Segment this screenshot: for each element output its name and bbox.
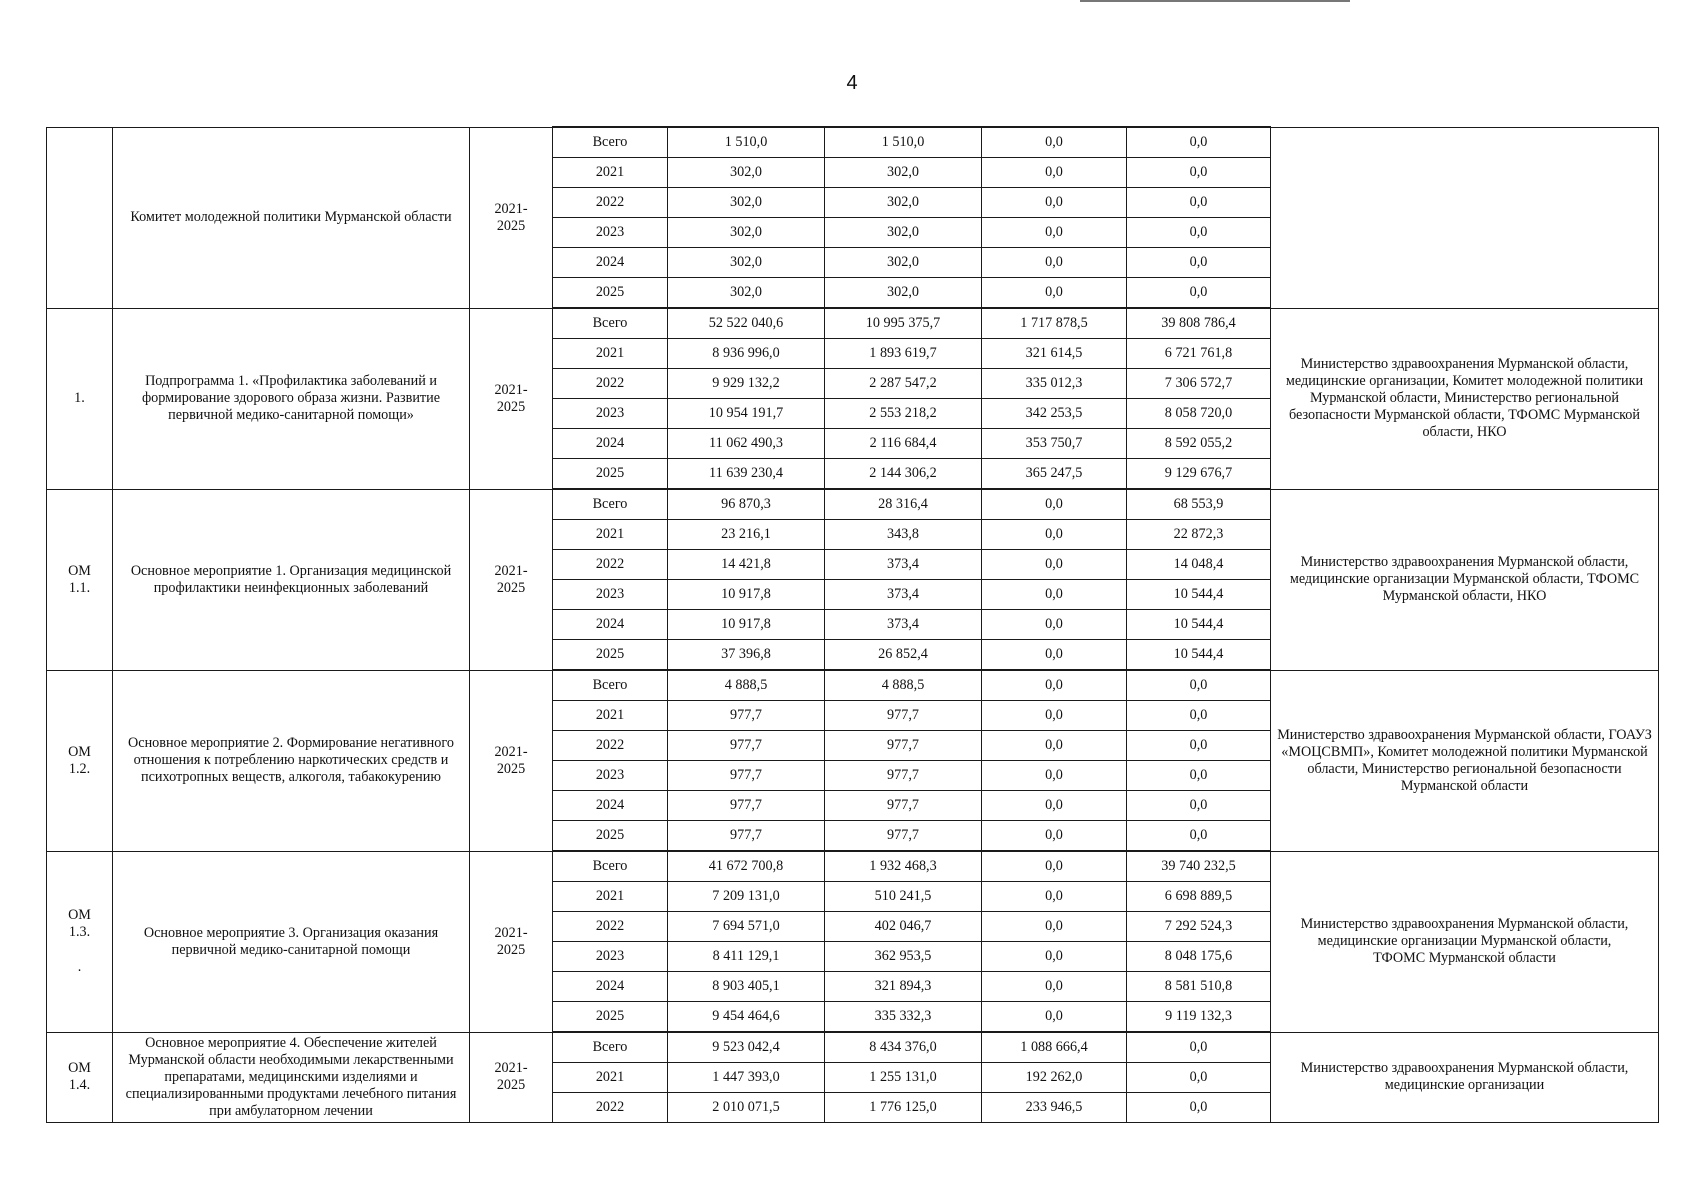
row-total: 10 917,8	[668, 580, 825, 610]
row-total: 8 411 129,1	[668, 942, 825, 972]
row-year: 2021	[553, 1063, 668, 1093]
row-other-sources: 8 048 175,6	[1127, 942, 1271, 972]
table-row	[47, 489, 1659, 520]
row-federal-budget: 0,0	[982, 188, 1127, 218]
row-year: 2023	[553, 399, 668, 429]
row-federal-budget: 0,0	[982, 791, 1127, 821]
row-regional-budget: 10 995 375,7	[825, 308, 982, 339]
row-regional-budget: 373,4	[825, 550, 982, 580]
row-year: 2024	[553, 610, 668, 640]
row-other-sources: 0,0	[1127, 761, 1271, 791]
row-total: 302,0	[668, 248, 825, 278]
row-federal-budget: 0,0	[982, 640, 1127, 671]
row-total: 96 870,3	[668, 489, 825, 520]
row-federal-budget: 0,0	[982, 489, 1127, 520]
row-other-sources: 7 292 524,3	[1127, 912, 1271, 942]
row-total: 4 888,5	[668, 670, 825, 701]
row-other-sources: 0,0	[1127, 791, 1271, 821]
section-name: Основное мероприятие 2. Формирование негативного отношения к потреблению наркотических средств и психотропных веществ, алкоголя, табакокурению	[113, 670, 470, 851]
section-name: Подпрограмма 1. «Профилактика заболеваний и формирование здорового образа жизни. Развитие первичной медико-санитарной помощи»	[113, 308, 470, 489]
row-federal-budget: 321 614,5	[982, 339, 1127, 369]
row-year: 2021	[553, 701, 668, 731]
row-other-sources: 10 544,4	[1127, 610, 1271, 640]
row-year: 2023	[553, 580, 668, 610]
row-regional-budget: 977,7	[825, 731, 982, 761]
row-federal-budget: 0,0	[982, 670, 1127, 701]
section-name: Комитет молодежной политики Мурманской области	[113, 127, 470, 308]
table-row	[47, 851, 1659, 882]
section-name: Основное мероприятие 4. Обеспечение жителей Мурманской области необходимыми лекарственными препаратами, медицинскими изделиями и специализированными продуктами лечебного питания при амбулаторном лечении	[113, 1032, 470, 1123]
section-executors: Министерство здравоохранения Мурманской области, медицинские организации Мурманской области, ТФОМС Мурманской области, НКО	[1271, 489, 1659, 670]
row-regional-budget: 8 434 376,0	[825, 1032, 982, 1063]
section-period: 2021- 2025	[470, 489, 553, 670]
row-other-sources: 7 306 572,7	[1127, 369, 1271, 399]
budget-table	[46, 126, 1659, 1123]
row-regional-budget: 362 953,5	[825, 942, 982, 972]
row-total: 8 936 996,0	[668, 339, 825, 369]
row-total: 977,7	[668, 821, 825, 852]
section-code	[47, 127, 113, 308]
row-regional-budget: 977,7	[825, 821, 982, 852]
row-year: 2023	[553, 761, 668, 791]
row-regional-budget: 28 316,4	[825, 489, 982, 520]
row-other-sources: 9 119 132,3	[1127, 1002, 1271, 1033]
row-other-sources: 68 553,9	[1127, 489, 1271, 520]
section-name: Основное мероприятие 3. Организация оказания первичной медико-санитарной помощи	[113, 851, 470, 1032]
row-other-sources: 0,0	[1127, 248, 1271, 278]
row-federal-budget: 0,0	[982, 127, 1127, 158]
section-name: Основное мероприятие 1. Организация медицинской профилактики неинфекционных заболеваний	[113, 489, 470, 670]
row-regional-budget: 1 893 619,7	[825, 339, 982, 369]
row-federal-budget: 233 946,5	[982, 1093, 1127, 1123]
row-total: 302,0	[668, 188, 825, 218]
row-federal-budget: 0,0	[982, 278, 1127, 309]
row-federal-budget: 0,0	[982, 580, 1127, 610]
row-total: 302,0	[668, 218, 825, 248]
row-federal-budget: 0,0	[982, 520, 1127, 550]
row-year: 2024	[553, 972, 668, 1002]
section-code: 1.	[47, 308, 113, 489]
row-regional-budget: 321 894,3	[825, 972, 982, 1002]
row-federal-budget: 0,0	[982, 851, 1127, 882]
row-year: 2025	[553, 278, 668, 309]
row-year: 2025	[553, 821, 668, 852]
row-federal-budget: 1 717 878,5	[982, 308, 1127, 339]
row-other-sources: 0,0	[1127, 1093, 1271, 1123]
row-federal-budget: 192 262,0	[982, 1063, 1127, 1093]
row-total: 977,7	[668, 731, 825, 761]
row-regional-budget: 373,4	[825, 580, 982, 610]
row-year: 2021	[553, 158, 668, 188]
row-other-sources: 0,0	[1127, 218, 1271, 248]
row-regional-budget: 2 287 547,2	[825, 369, 982, 399]
row-total: 9 929 132,2	[668, 369, 825, 399]
section-code-extra: .	[77, 959, 82, 975]
row-other-sources: 9 129 676,7	[1127, 459, 1271, 490]
row-year: 2025	[553, 640, 668, 671]
row-federal-budget: 0,0	[982, 610, 1127, 640]
row-other-sources: 8 592 055,2	[1127, 429, 1271, 459]
row-regional-budget: 977,7	[825, 791, 982, 821]
row-federal-budget: 335 012,3	[982, 369, 1127, 399]
table-row	[47, 308, 1659, 339]
row-federal-budget: 0,0	[982, 701, 1127, 731]
row-total: 11 639 230,4	[668, 459, 825, 490]
row-year: 2024	[553, 248, 668, 278]
row-year: 2022	[553, 1093, 668, 1123]
row-total: 52 522 040,6	[668, 308, 825, 339]
row-total: 302,0	[668, 278, 825, 309]
section-executors: Министерство здравоохранения Мурманской области, медицинские организации, Комитет молодежной политики Мурманской области, Министерство региональной безопасности Мурманской области, ТФОМС Мурманской области, НКО	[1271, 308, 1659, 489]
table-row	[47, 670, 1659, 701]
row-total: 10 917,8	[668, 610, 825, 640]
section-period: 2021- 2025	[470, 851, 553, 1032]
row-total: 9 454 464,6	[668, 1002, 825, 1033]
row-total: 9 523 042,4	[668, 1032, 825, 1063]
row-other-sources: 6 698 889,5	[1127, 882, 1271, 912]
row-other-sources: 39 740 232,5	[1127, 851, 1271, 882]
row-total: 977,7	[668, 791, 825, 821]
row-other-sources: 22 872,3	[1127, 520, 1271, 550]
section-code: ОМ 1.4.	[47, 1032, 113, 1123]
table-row	[47, 1032, 1659, 1063]
row-year: 2022	[553, 188, 668, 218]
section-executors: Министерство здравоохранения Мурманской области, медицинские организации	[1271, 1032, 1659, 1123]
row-total: 37 396,8	[668, 640, 825, 671]
row-other-sources: 10 544,4	[1127, 640, 1271, 671]
row-regional-budget: 302,0	[825, 188, 982, 218]
top-scan-mark	[1080, 0, 1350, 2]
row-total: 977,7	[668, 701, 825, 731]
row-total: 7 209 131,0	[668, 882, 825, 912]
row-regional-budget: 2 144 306,2	[825, 459, 982, 490]
row-regional-budget: 402 046,7	[825, 912, 982, 942]
row-federal-budget: 1 088 666,4	[982, 1032, 1127, 1063]
row-regional-budget: 26 852,4	[825, 640, 982, 671]
row-federal-budget: 0,0	[982, 912, 1127, 942]
row-total: 977,7	[668, 761, 825, 791]
row-federal-budget: 0,0	[982, 821, 1127, 852]
row-other-sources: 0,0	[1127, 670, 1271, 701]
row-year: 2024	[553, 791, 668, 821]
row-federal-budget: 0,0	[982, 550, 1127, 580]
row-other-sources: 0,0	[1127, 731, 1271, 761]
row-regional-budget: 1 932 468,3	[825, 851, 982, 882]
row-year: Всего	[553, 127, 668, 158]
row-regional-budget: 1 255 131,0	[825, 1063, 982, 1093]
row-year: Всего	[553, 308, 668, 339]
row-federal-budget: 0,0	[982, 158, 1127, 188]
row-regional-budget: 2 553 218,2	[825, 399, 982, 429]
row-total: 1 510,0	[668, 127, 825, 158]
row-federal-budget: 342 253,5	[982, 399, 1127, 429]
row-year: Всего	[553, 670, 668, 701]
row-regional-budget: 510 241,5	[825, 882, 982, 912]
row-federal-budget: 0,0	[982, 248, 1127, 278]
row-other-sources: 0,0	[1127, 158, 1271, 188]
row-regional-budget: 302,0	[825, 278, 982, 309]
row-other-sources: 8 581 510,8	[1127, 972, 1271, 1002]
row-year: Всего	[553, 489, 668, 520]
row-regional-budget: 302,0	[825, 248, 982, 278]
row-federal-budget: 0,0	[982, 1002, 1127, 1033]
row-regional-budget: 373,4	[825, 610, 982, 640]
section-period: 2021- 2025	[470, 308, 553, 489]
row-other-sources: 6 721 761,8	[1127, 339, 1271, 369]
row-regional-budget: 977,7	[825, 761, 982, 791]
row-regional-budget: 302,0	[825, 218, 982, 248]
row-year: 2022	[553, 731, 668, 761]
row-year: 2023	[553, 218, 668, 248]
page-number: 4	[846, 72, 858, 94]
row-regional-budget: 1 510,0	[825, 127, 982, 158]
row-total: 7 694 571,0	[668, 912, 825, 942]
row-total: 11 062 490,3	[668, 429, 825, 459]
row-other-sources: 0,0	[1127, 127, 1271, 158]
row-regional-budget: 335 332,3	[825, 1002, 982, 1033]
row-year: 2023	[553, 942, 668, 972]
row-other-sources: 0,0	[1127, 821, 1271, 852]
row-other-sources: 8 058 720,0	[1127, 399, 1271, 429]
row-federal-budget: 0,0	[982, 882, 1127, 912]
row-year: 2025	[553, 459, 668, 490]
row-other-sources: 0,0	[1127, 278, 1271, 309]
row-total: 41 672 700,8	[668, 851, 825, 882]
row-total: 8 903 405,1	[668, 972, 825, 1002]
row-federal-budget: 0,0	[982, 731, 1127, 761]
row-federal-budget: 0,0	[982, 942, 1127, 972]
row-total: 2 010 071,5	[668, 1093, 825, 1123]
section-executors	[1271, 127, 1659, 308]
row-regional-budget: 977,7	[825, 701, 982, 731]
row-year: 2021	[553, 520, 668, 550]
row-total: 23 216,1	[668, 520, 825, 550]
section-executors: Министерство здравоохранения Мурманской области, ГОАУЗ «МОЦСВМП», Комитет молодежной политики Мурманской области, Министерство региональной безопасности Мурманской области	[1271, 670, 1659, 851]
section-period: 2021- 2025	[470, 670, 553, 851]
section-code: ОМ 1.3. .	[47, 851, 113, 1032]
row-year: 2022	[553, 912, 668, 942]
row-federal-budget: 365 247,5	[982, 459, 1127, 490]
section-code: ОМ 1.1.	[47, 489, 113, 670]
row-regional-budget: 1 776 125,0	[825, 1093, 982, 1123]
row-federal-budget: 0,0	[982, 972, 1127, 1002]
section-period: 2021- 2025	[470, 127, 553, 308]
row-year: 2021	[553, 339, 668, 369]
row-regional-budget: 2 116 684,4	[825, 429, 982, 459]
row-federal-budget: 0,0	[982, 761, 1127, 791]
row-regional-budget: 4 888,5	[825, 670, 982, 701]
row-total: 14 421,8	[668, 550, 825, 580]
row-year: 2021	[553, 882, 668, 912]
row-total: 1 447 393,0	[668, 1063, 825, 1093]
row-other-sources: 14 048,4	[1127, 550, 1271, 580]
row-other-sources: 0,0	[1127, 188, 1271, 218]
row-federal-budget: 0,0	[982, 218, 1127, 248]
row-year: 2022	[553, 369, 668, 399]
table-row	[47, 127, 1659, 158]
row-total: 10 954 191,7	[668, 399, 825, 429]
row-year: 2024	[553, 429, 668, 459]
row-other-sources: 0,0	[1127, 701, 1271, 731]
section-code: ОМ 1.2.	[47, 670, 113, 851]
row-federal-budget: 353 750,7	[982, 429, 1127, 459]
row-year: 2025	[553, 1002, 668, 1033]
row-other-sources: 39 808 786,4	[1127, 308, 1271, 339]
row-total: 302,0	[668, 158, 825, 188]
row-year: Всего	[553, 851, 668, 882]
row-year: 2022	[553, 550, 668, 580]
row-other-sources: 10 544,4	[1127, 580, 1271, 610]
section-period: 2021- 2025	[470, 1032, 553, 1123]
row-year: Всего	[553, 1032, 668, 1063]
row-regional-budget: 343,8	[825, 520, 982, 550]
row-other-sources: 0,0	[1127, 1063, 1271, 1093]
row-other-sources: 0,0	[1127, 1032, 1271, 1063]
row-regional-budget: 302,0	[825, 158, 982, 188]
section-executors: Министерство здравоохранения Мурманской области, медицинские организации Мурманской области, ТФОМС Мурманской области	[1271, 851, 1659, 1032]
